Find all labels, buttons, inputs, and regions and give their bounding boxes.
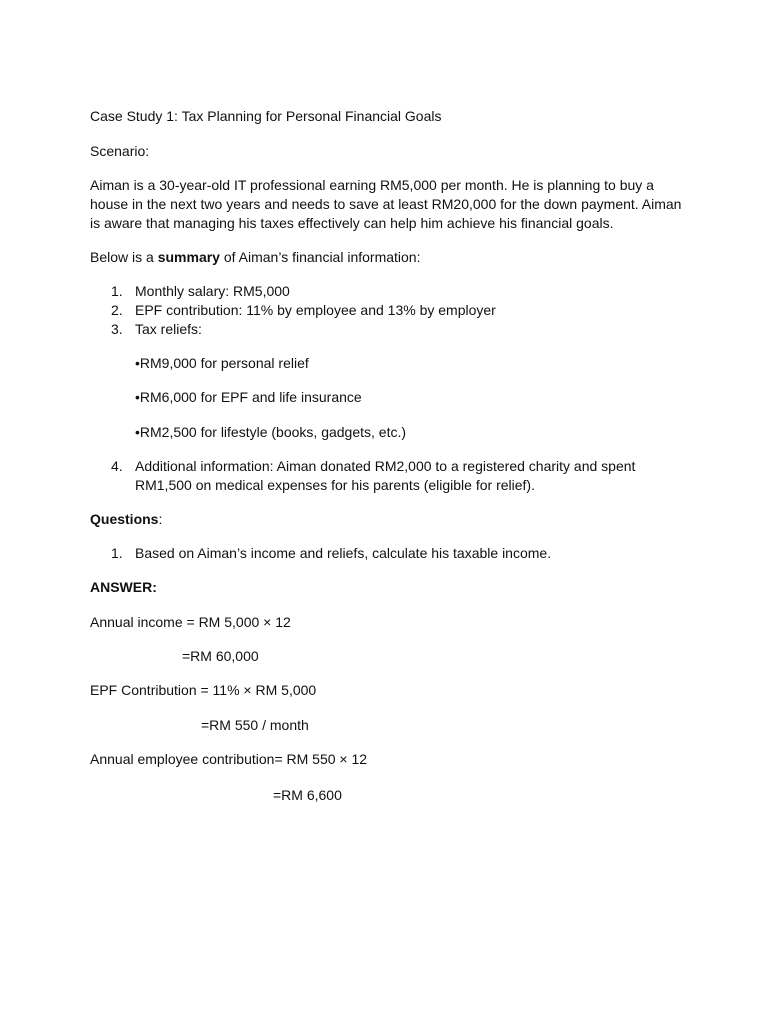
calc-annual-income-result: =RM 60,000 [182,648,259,664]
list-item: Monthly salary: RM5,000 [135,283,290,299]
scenario-line-1: Aiman is a 30-year-old IT professional earning RM5,000 per month. He is planning to buy a [90,177,654,193]
list-number: 3. [111,321,123,337]
scenario-line-2: house in the next two years and needs to save at least RM20,000 for the down payment. Aiman [90,196,682,212]
relief-item: •RM6,000 for EPF and life insurance [135,389,362,405]
question-number: 1. [111,545,123,561]
answer-label: ANSWER: [90,579,157,595]
calc-annual-employee: Annual employee contribution= RM 550 × 12 [90,751,368,767]
summary-intro-before: Below is a [90,249,158,265]
questions-label: Questions [90,511,159,527]
calc-annual-income: Annual income = RM 5,000 × 12 [90,614,291,630]
questions-heading [90,510,162,529]
relief-item: •RM2,500 for lifestyle (books, gadgets, etc.) [135,424,407,440]
list-item-4-line-2: RM1,500 on medical expenses for his parents (eligible for relief). [135,477,535,493]
list-item-4-line-1: Additional information: Aiman donated RM2,000 to a registered charity and spent [135,458,636,474]
summary-intro [90,248,420,267]
scenario-line-3: is aware that managing his taxes effectively can help him achieve his financial goals. [90,215,614,231]
scenario-label: Scenario: [90,143,150,159]
list-number: 1. [111,283,123,299]
calc-epf-result: =RM 550 / month [201,717,309,733]
summary-intro-after: of Aiman’s financial information: [219,249,421,265]
document-title: Case Study 1: Tax Planning for Personal Financial Goals [90,108,442,124]
questions-colon: : [158,511,163,527]
list-item: Tax reliefs: [135,321,202,337]
list-item: EPF contribution: 11% by employee and 13% by employer [135,302,496,318]
list-number: 2. [111,302,123,318]
list-number: 4. [111,458,123,474]
calc-epf: EPF Contribution = 11% × RM 5,000 [90,682,317,698]
relief-item: •RM9,000 for personal relief [135,355,309,371]
question-text: Based on Aiman’s income and reliefs, calculate his taxable income. [135,545,552,561]
calc-annual-employee-result: =RM 6,600 [273,787,342,803]
summary-intro-bold: summary [157,249,220,265]
